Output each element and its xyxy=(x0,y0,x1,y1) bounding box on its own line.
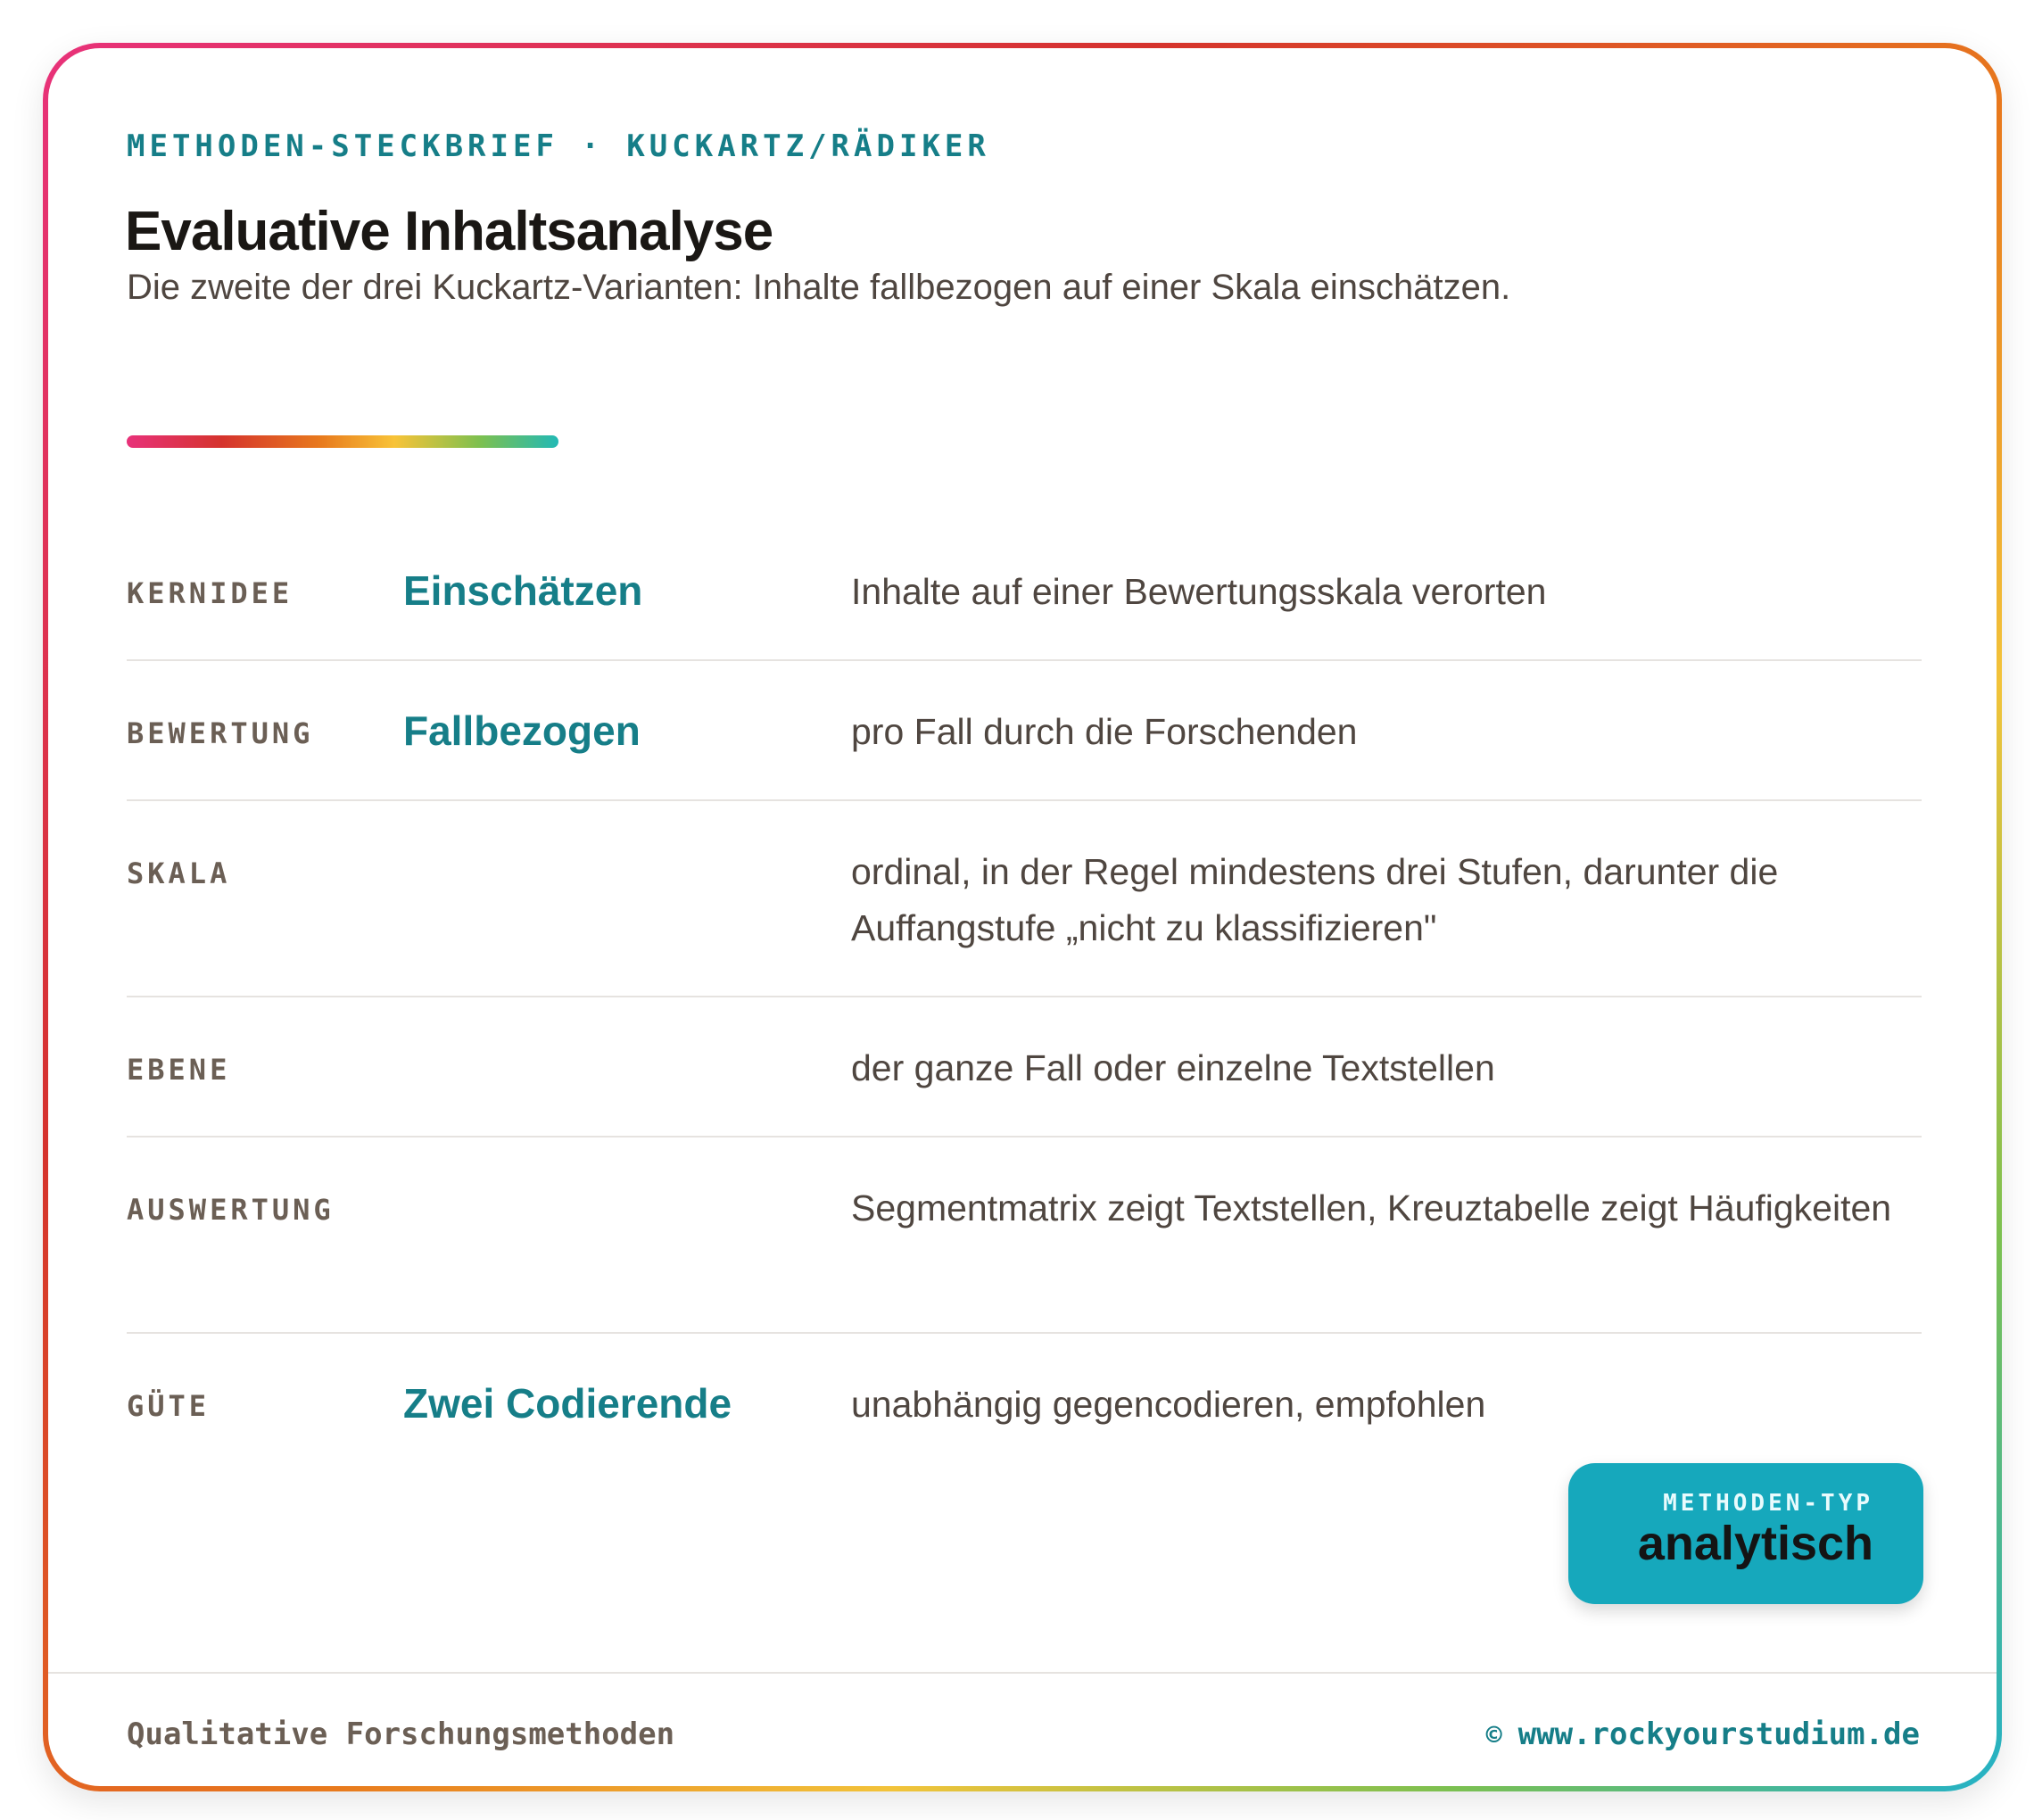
method-card xyxy=(48,48,1997,1786)
badge-label: METHODEN-TYP xyxy=(1663,1490,1873,1517)
row-label: AUSWERTUNG xyxy=(127,1193,335,1227)
table-row-kernidee xyxy=(127,521,1922,661)
subtitle: Die zweite der drei Kuckartz-Varianten: Inhalte fallbezogen auf einer Skala einschätzen. xyxy=(127,268,1511,307)
page-title: Evaluative Inhaltsanalyse xyxy=(125,201,773,262)
footer-category: Qualitative Forschungsmethoden xyxy=(127,1717,675,1752)
footer-website xyxy=(1486,1717,1920,1752)
row-text: der ganze Fall oder einzelne Textstellen xyxy=(851,1047,1495,1088)
table-row-ebene xyxy=(127,997,1922,1138)
website-link[interactable]: www.rockyourstudium.de xyxy=(1517,1717,1920,1752)
accent-bar xyxy=(127,435,558,448)
row-label: EBENE xyxy=(127,1053,231,1087)
footer-divider xyxy=(48,1672,1997,1674)
card-frame xyxy=(43,43,2002,1791)
attribute-table xyxy=(127,521,1922,1468)
copyright-icon: © xyxy=(1485,1720,1502,1751)
row-key: Zwei Codierende xyxy=(403,1380,732,1427)
row-label: KERNIDEE xyxy=(127,576,294,610)
row-text: Segmentmatrix zeigt Textstellen, Kreuztabelle zeigt Häufigkeiten xyxy=(851,1187,1892,1228)
table-row-skala xyxy=(127,801,1922,997)
table-row-bewertung xyxy=(127,661,1922,801)
badge-value: analytisch xyxy=(1637,1517,1873,1570)
method-type-badge xyxy=(1568,1463,1923,1604)
eyebrow: METHODEN-STECKBRIEF · KUCKARTZ/RÄDIKER xyxy=(127,128,990,164)
row-key: Einschätzen xyxy=(403,567,643,614)
table-row-guete xyxy=(127,1334,1922,1468)
row-text: Inhalte auf einer Bewertungsskala verorten xyxy=(851,571,1547,612)
row-key: Fallbezogen xyxy=(403,707,641,754)
row-label: SKALA xyxy=(127,856,231,890)
row-text: unabhängig gegencodieren, empfohlen xyxy=(851,1384,1486,1425)
row-text: ordinal, in der Regel mindestens drei Stufen, darunter die Auffangstufe „nicht zu klassifizieren" xyxy=(851,851,1779,948)
table-row-auswertung xyxy=(127,1138,1922,1334)
row-text: pro Fall durch die Forschenden xyxy=(851,711,1358,752)
row-label: BEWERTUNG xyxy=(127,716,314,750)
row-label: GÜTE xyxy=(127,1389,211,1423)
